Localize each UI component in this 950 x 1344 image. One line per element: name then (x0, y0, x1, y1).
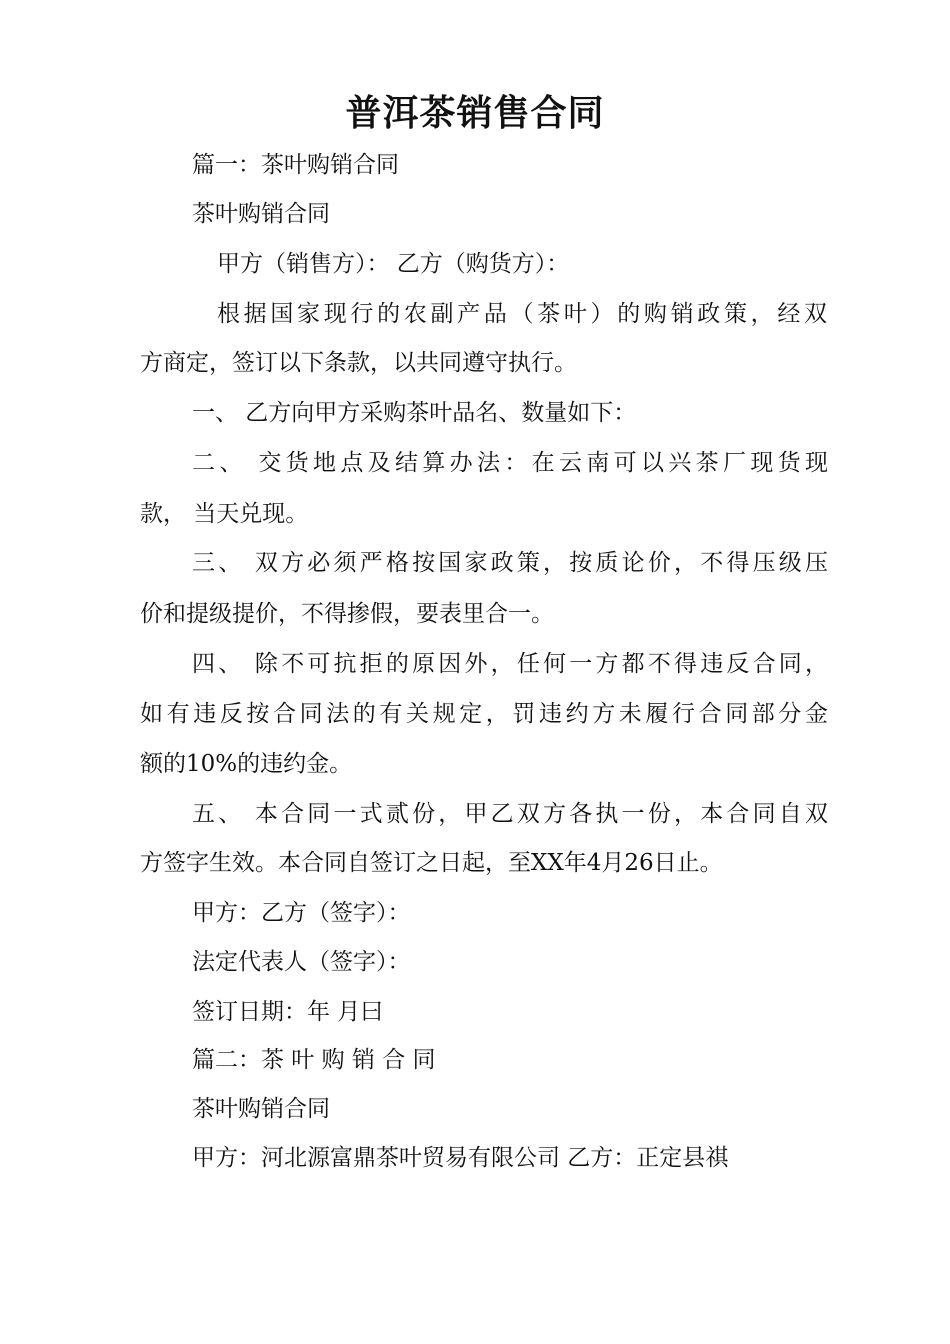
clause-2-line-2: 款， 当天兑现。 (140, 501, 309, 527)
clause-3-line-2: 价和提级提价，不得掺假，要表里合一。 (140, 601, 554, 627)
document-title: 普洱茶销售合同 (345, 92, 605, 134)
parties-line-2: 甲方：河北源富鼎茶叶贸易有限公司 乙方：正定县祺 (192, 1145, 729, 1171)
parties-line: 甲方（销售方）： 乙方（购货方）： (217, 251, 570, 277)
clause-5-line-1: 五、 本合同一式贰份，甲乙双方各执一份，本合同自双 (192, 801, 828, 827)
clause-2-line-1: 二、 交货地点及结算办法：在云南可以兴茶厂现货现 (192, 450, 828, 476)
section-heading-2: 篇二：茶 叶 购 销 合 同 (192, 1047, 436, 1073)
signature-date: 签订日期：年 月曰 (192, 999, 384, 1025)
signature-legal-rep: 法定代表人（签字）： (192, 949, 411, 975)
clause-3-line-1: 三、 双方必须严格按国家政策，按质论价，不得压级压 (192, 550, 828, 576)
contract-subtitle-2: 茶叶购销合同 (192, 1096, 330, 1122)
clause-4-line-2: 如有违反按合同法的有关规定，罚违约方未履行合同部分金 (140, 701, 828, 727)
signature-parties: 甲方：乙方（签字）： (192, 900, 411, 926)
clause-4-line-1: 四、 除不可抗拒的原因外，任何一方都不得违反合同， (192, 651, 828, 677)
contract-subtitle-1: 茶叶购销合同 (192, 201, 330, 227)
clause-1: 一、 乙方向甲方采购茶叶品名、数量如下： (192, 400, 637, 426)
paragraph-intro-line-2: 方商定，签订以下条款，以共同遵守执行。 (140, 350, 577, 376)
clause-5-line-2: 方签字生效。本合同自签订之日起，至XX年4月26日止。 (140, 850, 723, 876)
paragraph-intro-line-1: 根据国家现行的农副产品（茶叶）的购销政策，经双 (217, 301, 827, 327)
section-heading-1: 篇一：茶叶购销合同 (192, 152, 399, 178)
clause-4-line-3: 额的10%的违约金。 (140, 751, 353, 777)
